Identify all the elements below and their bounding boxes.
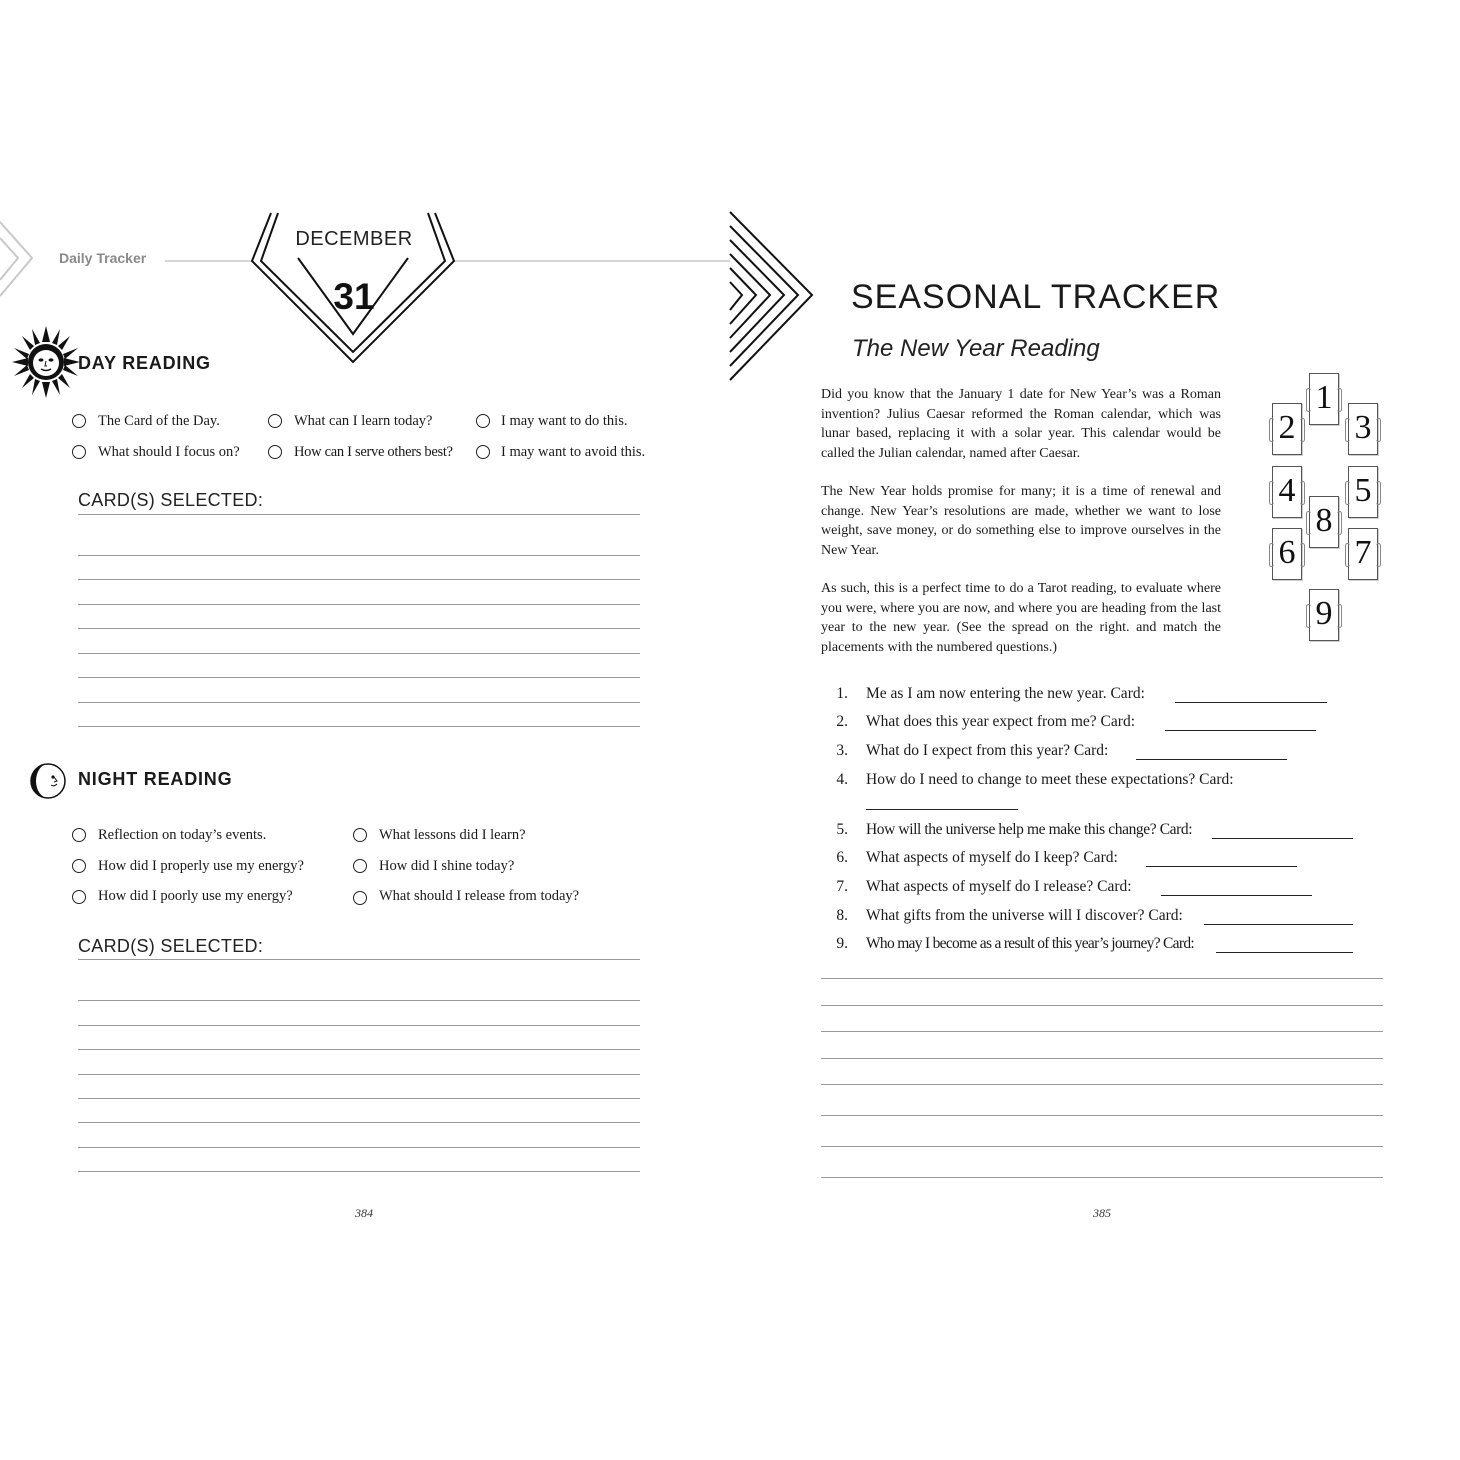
header-ornament	[0, 0, 730, 400]
writing-line[interactable]	[78, 1049, 640, 1050]
writing-line[interactable]	[78, 1098, 640, 1099]
writing-line[interactable]	[78, 702, 640, 703]
answer-line[interactable]	[866, 809, 1018, 810]
option-label: I may want to do this.	[501, 413, 628, 429]
radio-button[interactable]	[72, 859, 86, 873]
page-number-right: 385	[1093, 1206, 1111, 1220]
writing-line[interactable]	[78, 555, 640, 556]
radio-button[interactable]	[268, 445, 282, 459]
spread-card	[1272, 466, 1302, 518]
answer-line[interactable]	[1175, 702, 1327, 703]
radio-button[interactable]	[72, 890, 86, 904]
spread-card	[1348, 403, 1378, 455]
intro-paragraph: Did you know that the January 1 date for New Year’s was a Roman invention? Julius Caesar reformed the Roman calendar, which was lunar based, replacing it with a solar year. This calendar would be called the Julian calendar, named after Caesar.	[821, 387, 1221, 461]
question-number: 3.	[836, 742, 848, 759]
writing-line[interactable]	[821, 1005, 1383, 1006]
writing-line[interactable]	[821, 978, 1383, 979]
radio-button[interactable]	[353, 859, 367, 873]
spread-card-number: 1	[1315, 379, 1333, 416]
answer-line[interactable]	[1216, 952, 1353, 953]
option-label: What lessons did I learn?	[379, 827, 526, 843]
writing-line[interactable]	[821, 1058, 1383, 1059]
question-number: 2.	[836, 713, 848, 730]
writing-line[interactable]	[78, 579, 640, 580]
option-label: How can I serve others best?	[294, 444, 453, 460]
question-text: How do I need to change to meet these expectations? Card:	[866, 771, 1234, 788]
question-text: What aspects of myself do I release? Card:	[866, 878, 1132, 895]
day-cards-selected-label: CARD(S) SELECTED:	[78, 490, 264, 510]
option-label: The Card of the Day.	[98, 413, 220, 429]
spread-card	[1309, 496, 1339, 548]
writing-line[interactable]	[78, 653, 640, 654]
radio-button[interactable]	[353, 828, 367, 842]
question-text: What does this year expect from me? Card:	[866, 713, 1135, 730]
spread-card-number: 4	[1278, 472, 1296, 509]
writing-line[interactable]	[78, 1074, 640, 1075]
spread-card	[1348, 528, 1378, 580]
option-label: How did I properly use my energy?	[98, 858, 304, 874]
spread-card-number: 7	[1354, 534, 1372, 571]
option-label: How did I shine today?	[379, 858, 515, 874]
option-label: What can I learn today?	[294, 413, 433, 429]
question-number: 7.	[836, 878, 848, 895]
writing-line[interactable]	[821, 1031, 1383, 1032]
spread-card-number: 5	[1354, 472, 1372, 509]
answer-line[interactable]	[1136, 759, 1287, 760]
option-label: How did I poorly use my energy?	[98, 888, 293, 904]
option-label: Reflection on today’s events.	[98, 827, 267, 843]
moon-face-icon	[29, 762, 69, 800]
spread-card	[1309, 589, 1339, 641]
answer-line[interactable]	[1165, 730, 1316, 731]
answer-line[interactable]	[1204, 924, 1353, 925]
writing-line[interactable]	[821, 1177, 1383, 1178]
question-number: 9.	[836, 935, 848, 952]
writing-line[interactable]	[78, 604, 640, 605]
radio-button[interactable]	[268, 414, 282, 428]
writing-line[interactable]	[821, 1084, 1383, 1085]
writing-line[interactable]	[78, 628, 640, 629]
writing-line[interactable]	[78, 677, 640, 678]
question-text: Who may I become as a result of this year’s journey? Card:	[866, 935, 1194, 952]
spread-card-number: 6	[1278, 534, 1296, 571]
chevron-ornament	[728, 210, 818, 385]
date-day: 31	[333, 276, 375, 317]
writing-line[interactable]	[78, 1147, 640, 1148]
radio-button[interactable]	[72, 414, 86, 428]
question-number: 6.	[836, 849, 848, 866]
writing-line[interactable]	[78, 1171, 640, 1172]
day-reading-title: DAY READING	[78, 353, 211, 373]
page-number-left: 384	[355, 1206, 373, 1220]
question-number: 5.	[836, 821, 848, 838]
question-number: 1.	[836, 685, 848, 702]
spread-card-number: 3	[1354, 409, 1372, 446]
question-text: Me as I am now entering the new year. Card:	[866, 685, 1145, 702]
radio-button[interactable]	[72, 445, 86, 459]
night-cards-selected-label: CARD(S) SELECTED:	[78, 936, 264, 956]
answer-line[interactable]	[1212, 838, 1353, 839]
spread-card-number: 9	[1315, 595, 1333, 632]
page-subtitle: The New Year Reading	[852, 335, 1100, 362]
spread-card-number: 2	[1278, 409, 1296, 446]
option-label: I may want to avoid this.	[501, 444, 646, 460]
option-label: What should I release from today?	[379, 888, 580, 904]
intro-paragraph: The New Year holds promise for many; it is a time of renewal and change. New Year’s resolutions are made, whether we want to lose weight, save money, or do something else to improve ourselves in the New Year.	[821, 484, 1221, 558]
writing-line[interactable]	[78, 1000, 640, 1001]
question-number: 4.	[836, 771, 848, 788]
answer-line[interactable]	[1161, 895, 1312, 896]
writing-line[interactable]	[78, 726, 640, 727]
writing-line[interactable]	[78, 1122, 640, 1123]
writing-line[interactable]	[821, 1146, 1383, 1147]
spread-card	[1348, 466, 1378, 518]
radio-button[interactable]	[353, 891, 367, 905]
question-text: What do I expect from this year? Card:	[866, 742, 1109, 759]
question-text: What gifts from the universe will I discover? Card:	[866, 907, 1183, 924]
date-month: DECEMBER	[295, 228, 413, 250]
writing-line[interactable]	[78, 514, 640, 515]
radio-button[interactable]	[476, 414, 490, 428]
radio-button[interactable]	[72, 828, 86, 842]
writing-line[interactable]	[78, 1025, 640, 1026]
answer-line[interactable]	[1146, 866, 1297, 867]
spread-card	[1309, 373, 1339, 425]
night-reading-title: NIGHT READING	[78, 769, 233, 789]
question-number: 8.	[836, 907, 848, 924]
writing-line[interactable]	[78, 959, 640, 960]
question-text: What aspects of myself do I keep? Card:	[866, 849, 1118, 866]
option-label: What should I focus on?	[98, 444, 240, 460]
spread-card	[1272, 403, 1302, 455]
question-text: How will the universe help me make this change? Card:	[866, 821, 1193, 838]
spread-card	[1272, 528, 1302, 580]
intro-paragraph: As such, this is a perfect time to do a Tarot reading, to evaluate where you were, where you are now, and where you are heading from the last year to the new year. (See the spread on the right. and match the placements with the numbered questions.)	[821, 581, 1221, 655]
writing-line[interactable]	[821, 1115, 1383, 1116]
running-head: Daily Tracker	[59, 250, 147, 266]
sun-face-icon	[12, 326, 80, 398]
page-title: SEASONAL TRACKER	[851, 278, 1221, 316]
spread-card-number: 8	[1315, 502, 1333, 539]
radio-button[interactable]	[476, 445, 490, 459]
